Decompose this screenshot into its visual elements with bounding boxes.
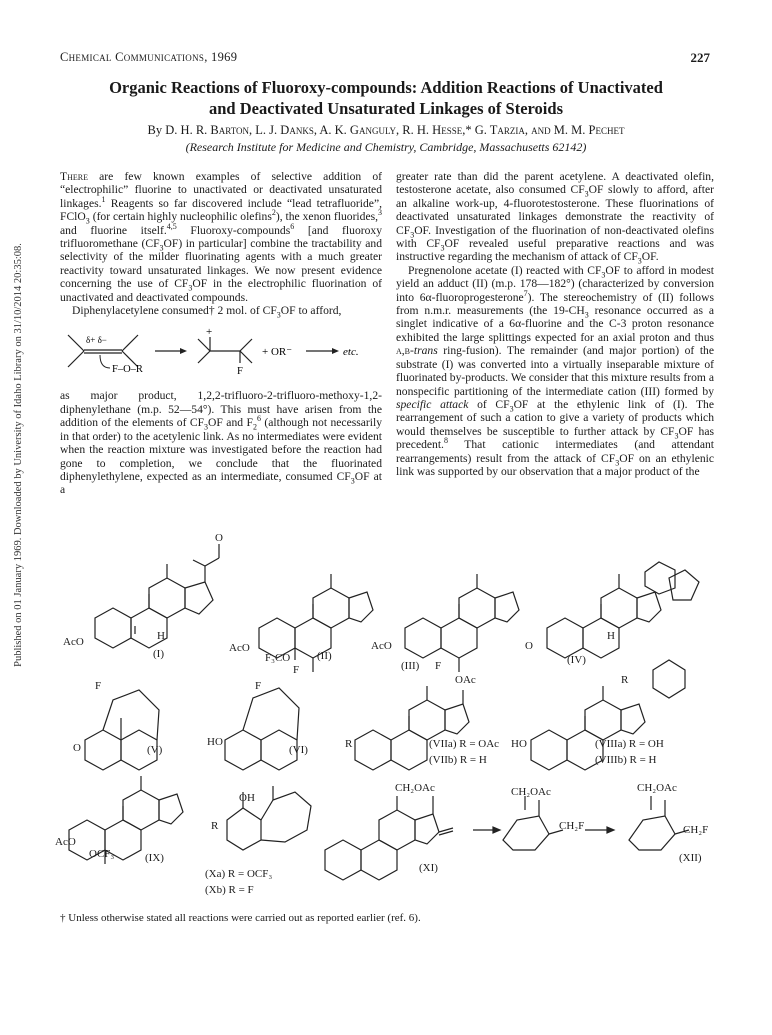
structure-XI — [325, 796, 493, 880]
ch2oac-label: CH₂OAc — [511, 786, 551, 798]
paragraph: Diphenylacetylene consumed† 2 mol. of $CF_3OF$ to afford, — [72, 304, 342, 320]
trifluoromethoxy-label: F₃CO — [265, 652, 291, 664]
compound-label-Xb: (Xb) R = F — [205, 884, 254, 896]
mechanism-diagram — [60, 323, 382, 383]
fluorine-label: F — [237, 366, 243, 378]
structure-V — [85, 690, 159, 770]
steroid-structures — [55, 530, 717, 900]
title-line-1: Organic Reactions of Fluoroxy-compounds: Addition Reactions of Unactivated — [109, 78, 663, 97]
ketone-o-label: O — [525, 640, 533, 652]
structure-III — [405, 574, 519, 672]
compound-label-I: (I) — [153, 648, 164, 660]
ketone-o-label: O — [73, 742, 81, 754]
h-label: H — [607, 630, 615, 642]
structure-IX — [69, 776, 183, 864]
acetate-label: OAc — [455, 674, 476, 686]
right-column — [396, 170, 714, 478]
r-group-label: R — [211, 820, 219, 832]
compound-label-IX: (IX) — [145, 852, 164, 864]
r-group-label: R — [345, 738, 353, 750]
title-line-2: and Deactivated Unsaturated Linkages of Steroids — [208, 99, 563, 118]
anion-label: + OR⁻ — [262, 346, 293, 359]
r-group-label: R — [621, 674, 629, 686]
structure-VI — [225, 688, 299, 770]
author-names: D. H. R. Barton, L. J. Danks, A. K. Ganguly, R. H. Hesse,* G. Tarzia, and M. M. Pechet — [165, 123, 625, 137]
fluorine-label: F — [255, 680, 262, 692]
paragraph: greater rate than did the parent acetylene. A deactivated olefin, testosterone acetate, also consumed $CF_3OF$ slowly to afford, after an alkaline work-up, 4-fluorotestosterone. These fluorinations of deactivated unsaturated linkages demonstrate the reactivity of $CF_3OF$. Investigation of the fluorination of non-deactivated olefins with $CF_3OF$ revealed useful preparative reactions and was instructive regarding the mechanism of attack of $CF_3OF$. — [396, 170, 714, 266]
hydroxy-label: HO — [511, 738, 527, 750]
structure-figure — [55, 530, 717, 900]
paragraph: Pregnenolone acetate (I) reacted with $CF_3OF$ to afford in modest yield an adduct (II) (m.p. 178—182°) (characterized by conversion into 6α-fluoroprogesterone$^7$). The stereochemistry of (II) follows from n.m.r. measurements (the $19-CH_3$ resonance occurred as a singlet indicative of a 6α-fluorine and the C-3 proton resonance exhibited the large splittings expected for an axial proton and thus a,b-trans ring-fusion). The remainder (and major portion) of the substrate (I) was converted into a virtually inseparable mixture of fluorinated by-products. We consider that this mixture results from a nonspecific partitioning of the intermediate cation (III) formed by specific attack of $CF_3OF$ at the ethylenic link of (I). The rearrangement of such a cation to give a variety of products which would themselves be susceptible to further attack by $CF_3OF$ has precedent.$^8$ That cationic intermediates (and attendant rearrangements) result from the attack of $CF_3OF$ on an ethylenic link was supported by our observation that a major product of the — [396, 263, 715, 478]
charge-label: δ+ δ− — [86, 335, 107, 346]
compound-label-Xa: (Xa) R = OCF₃ — [205, 868, 273, 880]
paragraph: as major product, 1,2,2-trifluoro-2-trifluoro-methoxy-1,2-diphenylethane (m.p. 52—54°). This must have arisen from the addition of the elements of $CF_3OF$ and $F_2^6$ (although not necessarily in that order) to the acetylenic link. As no intermediates were evident when the reaction mixture was investigated before the reaction had gone to completion, we conclude that the fluorinated diphenylethylene, expected as an intermediate, consumed $CF_3OF$ at a — [60, 389, 382, 497]
acetoxy-label: AcO — [371, 640, 392, 652]
compound-label-V: (V) — [147, 744, 163, 756]
hydroxy-label: OH — [239, 792, 255, 804]
compound-label-VIIIa: (VIIIa) R = OH — [595, 738, 664, 750]
reaction-scheme — [60, 323, 382, 383]
acetoxy-label: AcO — [229, 642, 250, 654]
acetoxy-label: AcO — [63, 636, 84, 648]
compound-label-III: (III) — [401, 660, 420, 672]
structure-cation — [503, 796, 563, 850]
cation-plus: + — [206, 326, 213, 339]
hydroxy-label: HO — [207, 736, 223, 748]
compound-label-VI: (VI) — [289, 744, 308, 756]
acetoxy-label: AcO — [55, 836, 76, 848]
download-watermark: Published on 01 January 1969. Downloaded by University of Idaho Library on 31/10/2014 20:35:08. — [13, 243, 24, 667]
compound-label-XI: (XI) — [419, 862, 438, 874]
compound-label-VIIIb: (VIIIb) R = H — [595, 754, 657, 766]
structure-XII — [629, 796, 689, 850]
compound-label-VIIa: (VIIa) R = OAc — [429, 738, 500, 750]
footnote: † Unless otherwise stated all reactions were carried out as reported earlier (ref. 6). — [60, 912, 421, 924]
authors-prefix: By — [147, 123, 163, 137]
compound-label-VIIb: (VIIb) R = H — [429, 754, 487, 766]
ch2oac-label: CH₂OAc — [637, 782, 677, 794]
structure-IV — [547, 562, 699, 658]
compound-label-IV: (IV) — [567, 654, 586, 666]
fluorine-label: F — [95, 680, 102, 692]
paragraph: There are few known examples of selective addition of “electrophilic” fluorine to unactivated or deactivated unsaturated linkages.$^1$ Reagents so far discovered include “lead tetrafluoride”, FClO$_3$ (for certain highly nucleophilic olefins$^2$), the xenon fluorides,$^3$ and fluorine itself.$^{4,5}$ Fluoroxy-compounds$^6$ [and fluoroxy trifluoromethane $(CF_3OF)$ in particular] combine the tractability and selectivity of the milder fluorinating agents with a much greater reactivity toward unsaturated linkages. We now present evidence concerning the use of $CF_3OF$ in the electrophilic fluorination of unactivated and deactivated compounds. — [60, 170, 382, 304]
article-title — [60, 77, 712, 119]
fluorine-label: F — [293, 664, 300, 676]
ch2oac-label: CH₂OAc — [395, 782, 435, 794]
etc-label: etc. — [343, 346, 359, 359]
affiliation: (Research Institute for Medicine and Chemistry, Cambridge, Massachusetts 62142) — [185, 140, 587, 154]
journal-name: Chemical Communications, 1969 — [60, 50, 238, 64]
page-number: 227 — [690, 50, 710, 65]
left-column — [60, 170, 382, 497]
h-label: H — [157, 630, 165, 642]
reagent-label: F–O–R — [112, 364, 143, 376]
author-list — [60, 123, 712, 138]
fluorine-label: F — [435, 660, 442, 672]
compound-label-XII: (XII) — [679, 852, 702, 864]
ketone-o-label: O — [215, 532, 223, 544]
trifluoromethoxy-label: OCF₃ — [89, 848, 115, 860]
compound-label-II: (II) — [317, 650, 332, 662]
ch2f-label: CH₂F — [559, 820, 585, 832]
ch2f-label: CH₂F — [683, 824, 709, 836]
